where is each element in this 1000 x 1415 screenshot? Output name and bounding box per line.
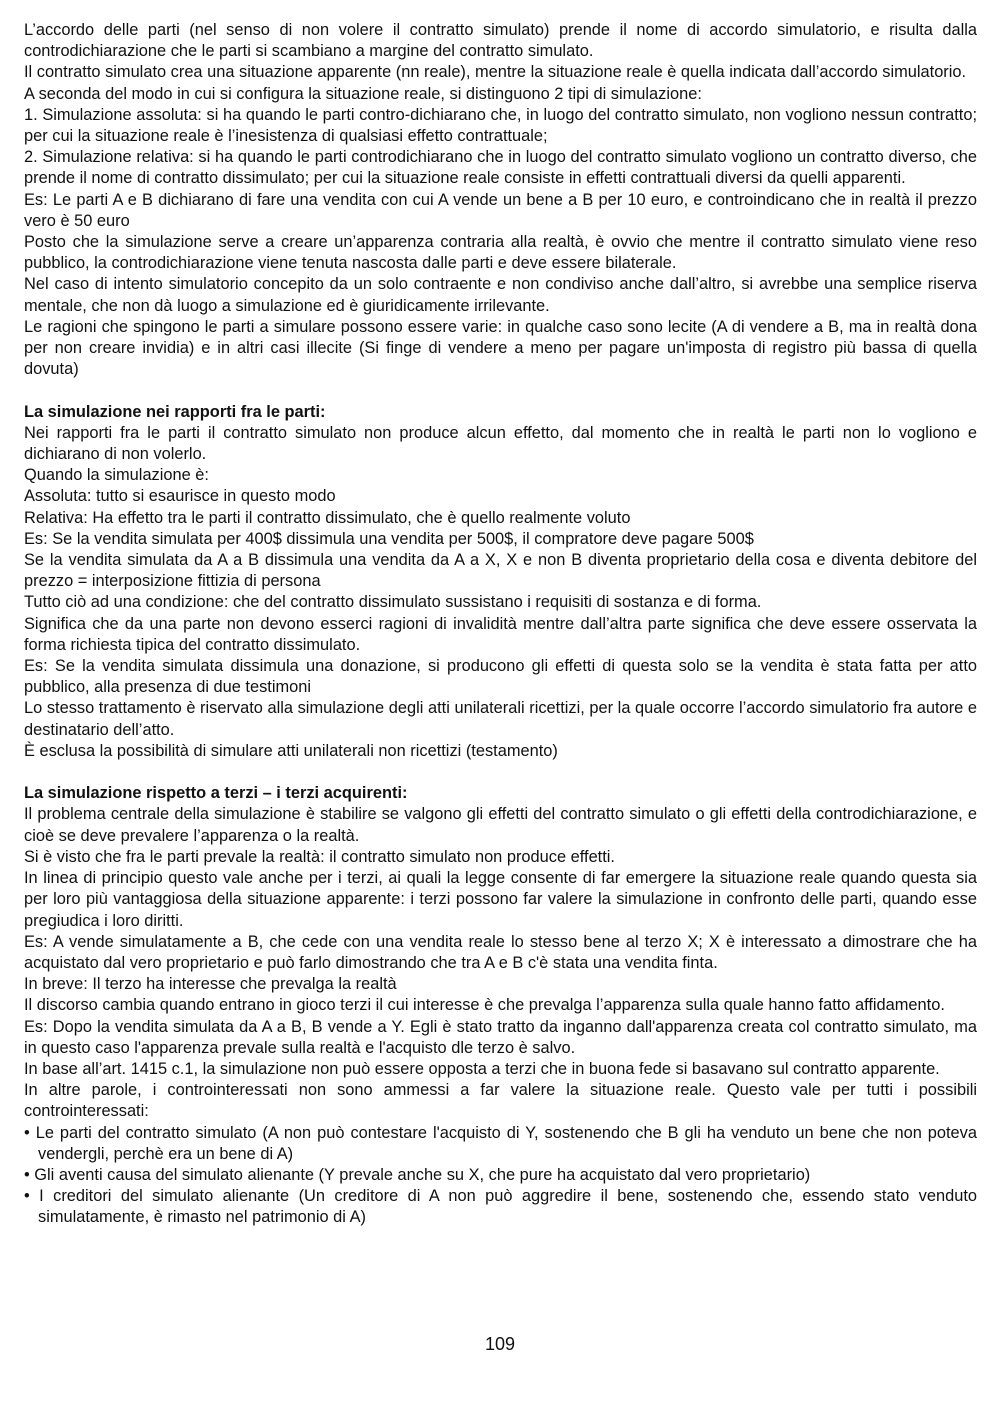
paragraph: Il contratto simulato crea una situazione apparente (nn reale), mentre la situazione reale è quella indicata dall’accordo simulatorio. bbox=[24, 63, 967, 82]
section-heading: La simulazione rispetto a terzi – i terzi acquirenti: bbox=[24, 784, 408, 803]
paragraph: Lo stesso trattamento è riservato alla simulazione degli atti unilaterali ricettizi, per la quale occorre l’accordo simulatorio fra autore e destinatario dell’atto. bbox=[24, 699, 977, 739]
paragraph: Es: Le parti A e B dichiarano di fare una vendita con cui A vende un bene a B per 10 euro, e controindicano che in realtà il prezzo vero è 50 euro bbox=[24, 190, 977, 230]
paragraph: 2. Simulazione relativa: si ha quando le parti controdichiarano che in luogo del contratto simulato vogliono un contratto diverso, che prende il nome di contratto dissimulato; per cui la situazione reale consiste in effetti contrattuali diversi da quelli apparenti. bbox=[24, 148, 977, 188]
paragraph: Le ragioni che spingono le parti a simulare possono essere varie: in qualche caso sono lecite (A di vendere a B, ma in realtà dona per non creare invidia) e in altri casi illecite (Si finge di vendere a meno per pagare un'imposta di registro più bassa di quella dovuta) bbox=[24, 317, 977, 379]
paragraph: Tutto ciò ad una condizione: che del contratto dissimulato sussistano i requisiti di sostanza e di forma. bbox=[24, 593, 762, 612]
paragraph: L’accordo delle parti (nel senso di non volere il contratto simulato) prende il nome di accordo simulatorio, e risulta dalla controdichiarazione che le parti si scambiano a margine del contratto simulato. bbox=[24, 21, 977, 61]
paragraph: Significa che da una parte non devono esserci ragioni di invalidità mentre dall’altra parte significa che deve essere osservata la forma richiesta tipica del contratto dissimulato. bbox=[24, 614, 977, 654]
paragraph: Il problema centrale della simulazione è stabilire se valgono gli effetti del contratto simulato o gli effetti della controdichiarazione, e cioè se deve prevalere l’apparenza o la realtà. bbox=[24, 805, 977, 845]
paragraph: In linea di principio questo vale anche per i terzi, ai quali la legge consente di far emergere la situazione reale quando questa sia per loro più vantaggiosa della situazione apparente: i terzi possono far valere la simulazione in confronto delle parti, quando esse pregiudica i loro diritti. bbox=[24, 869, 977, 930]
bullet-item: • I creditori del simulato alienante (Un creditore di A non può aggredire il bene, sostenendo che, essendo stato venduto simulatamente, è rimasto nel patrimonio di A) bbox=[24, 1187, 977, 1227]
paragraph: Nel caso di intento simulatorio concepito da un solo contraente e non condiviso anche dall’altro, si avrebbe una semplice riserva mentale, che non dà luogo a simulazione ed è giuridicamente irrilevante. bbox=[24, 275, 977, 315]
paragraph: Se la vendita simulata da A a B dissimula una vendita da A a X, X e non B diventa proprietario della cosa e diventa debitore del prezzo = interposizione fittizia di persona bbox=[24, 551, 977, 591]
page-number: 109 bbox=[484, 1334, 516, 1354]
paragraph: Es: Dopo la vendita simulata da A a B, B vende a Y. Egli è stato tratto da inganno dall'apparenza creata col contratto simulato, ma in questo caso l'apparenza prevale sulla realtà e l'acquisto dle terzo è salvo. bbox=[24, 1017, 977, 1057]
bullet-item: • Gli aventi causa del simulato alienante (Y prevale anche su X, che pure ha acquistato dal vero proprietario) bbox=[24, 1165, 811, 1184]
paragraph: Quando la simulazione è: bbox=[24, 466, 209, 485]
paragraph: Es: Se la vendita simulata dissimula una donazione, si producono gli effetti di questa solo se la vendita è stata fatta per atto pubblico, alla presenza di due testimoni bbox=[24, 657, 977, 697]
paragraph: Si è visto che fra le parti prevale la realtà: il contratto simulato non produce effetti. bbox=[24, 847, 615, 866]
spacer bbox=[24, 380, 977, 401]
spacer bbox=[24, 762, 977, 783]
paragraph: 1. Simulazione assoluta: si ha quando le parti contro-dichiarano che, in luogo del contratto simulato, non vogliono nessun contratto; per cui la situazione reale è l’inesistenza di qualsiasi effetto contrattuale; bbox=[24, 105, 977, 146]
paragraph: Relativa: Ha effetto tra le parti il contratto dissimulato, che è quello realmente voluto bbox=[24, 508, 631, 527]
paragraph: In breve: Il terzo ha interesse che prevalga la realtà bbox=[24, 975, 397, 994]
paragraph: Il discorso cambia quando entrano in gioco terzi il cui interesse è che prevalga l’apparenza sulla quale hanno fatto affidamento. bbox=[24, 996, 945, 1015]
paragraph: Assoluta: tutto si esaurisce in questo modo bbox=[24, 487, 336, 506]
paragraph: In altre parole, i controinteressati non sono ammessi a far valere la situazione reale. Questo vale per tutti i possibili controinteressati: bbox=[24, 1081, 977, 1121]
paragraph: Es: A vende simulatamente a B, che cede con una vendita reale lo stesso bene al terzo X; X è interessato a dimostrare che ha acquistato dal vero proprietario e può farlo dimostrando che tra A e B c'è stata una vendita finta. bbox=[24, 932, 977, 972]
paragraph: Nei rapporti fra le parti il contratto simulato non produce alcun effetto, dal momento che in realtà le parti non lo vogliono e dichiarano di non volerlo. bbox=[24, 423, 977, 464]
paragraph: Posto che la simulazione serve a creare un’apparenza contraria alla realtà, è ovvio che mentre il contratto simulato viene reso pubblico, la controdichiarazione viene tenuta nascosta dalle parti e deve essere bilaterale. bbox=[24, 233, 977, 273]
paragraph: A seconda del modo in cui si configura la situazione reale, si distinguono 2 tipi di simulazione: bbox=[24, 84, 702, 103]
bullet-item: • Le parti del contratto simulato (A non può contestare l'acquisto di Y, sostenendo che B gli ha venduto un bene che non poteva vendergli, perchè era un bene di A) bbox=[24, 1123, 977, 1163]
document-page bbox=[24, 20, 977, 1229]
paragraph: In base all’art. 1415 c.1, la simulazione non può essere opposta a terzi che in buona fede si basavano sul contratto apparente. bbox=[24, 1059, 940, 1078]
paragraph: Es: Se la vendita simulata per 400$ dissimula una vendita per 500$, il compratore deve pagare 500$ bbox=[24, 529, 754, 548]
paragraph: È esclusa la possibilità di simulare atti unilaterali non ricettizi (testamento) bbox=[24, 741, 558, 760]
section-heading: La simulazione nei rapporti fra le parti: bbox=[24, 402, 326, 421]
